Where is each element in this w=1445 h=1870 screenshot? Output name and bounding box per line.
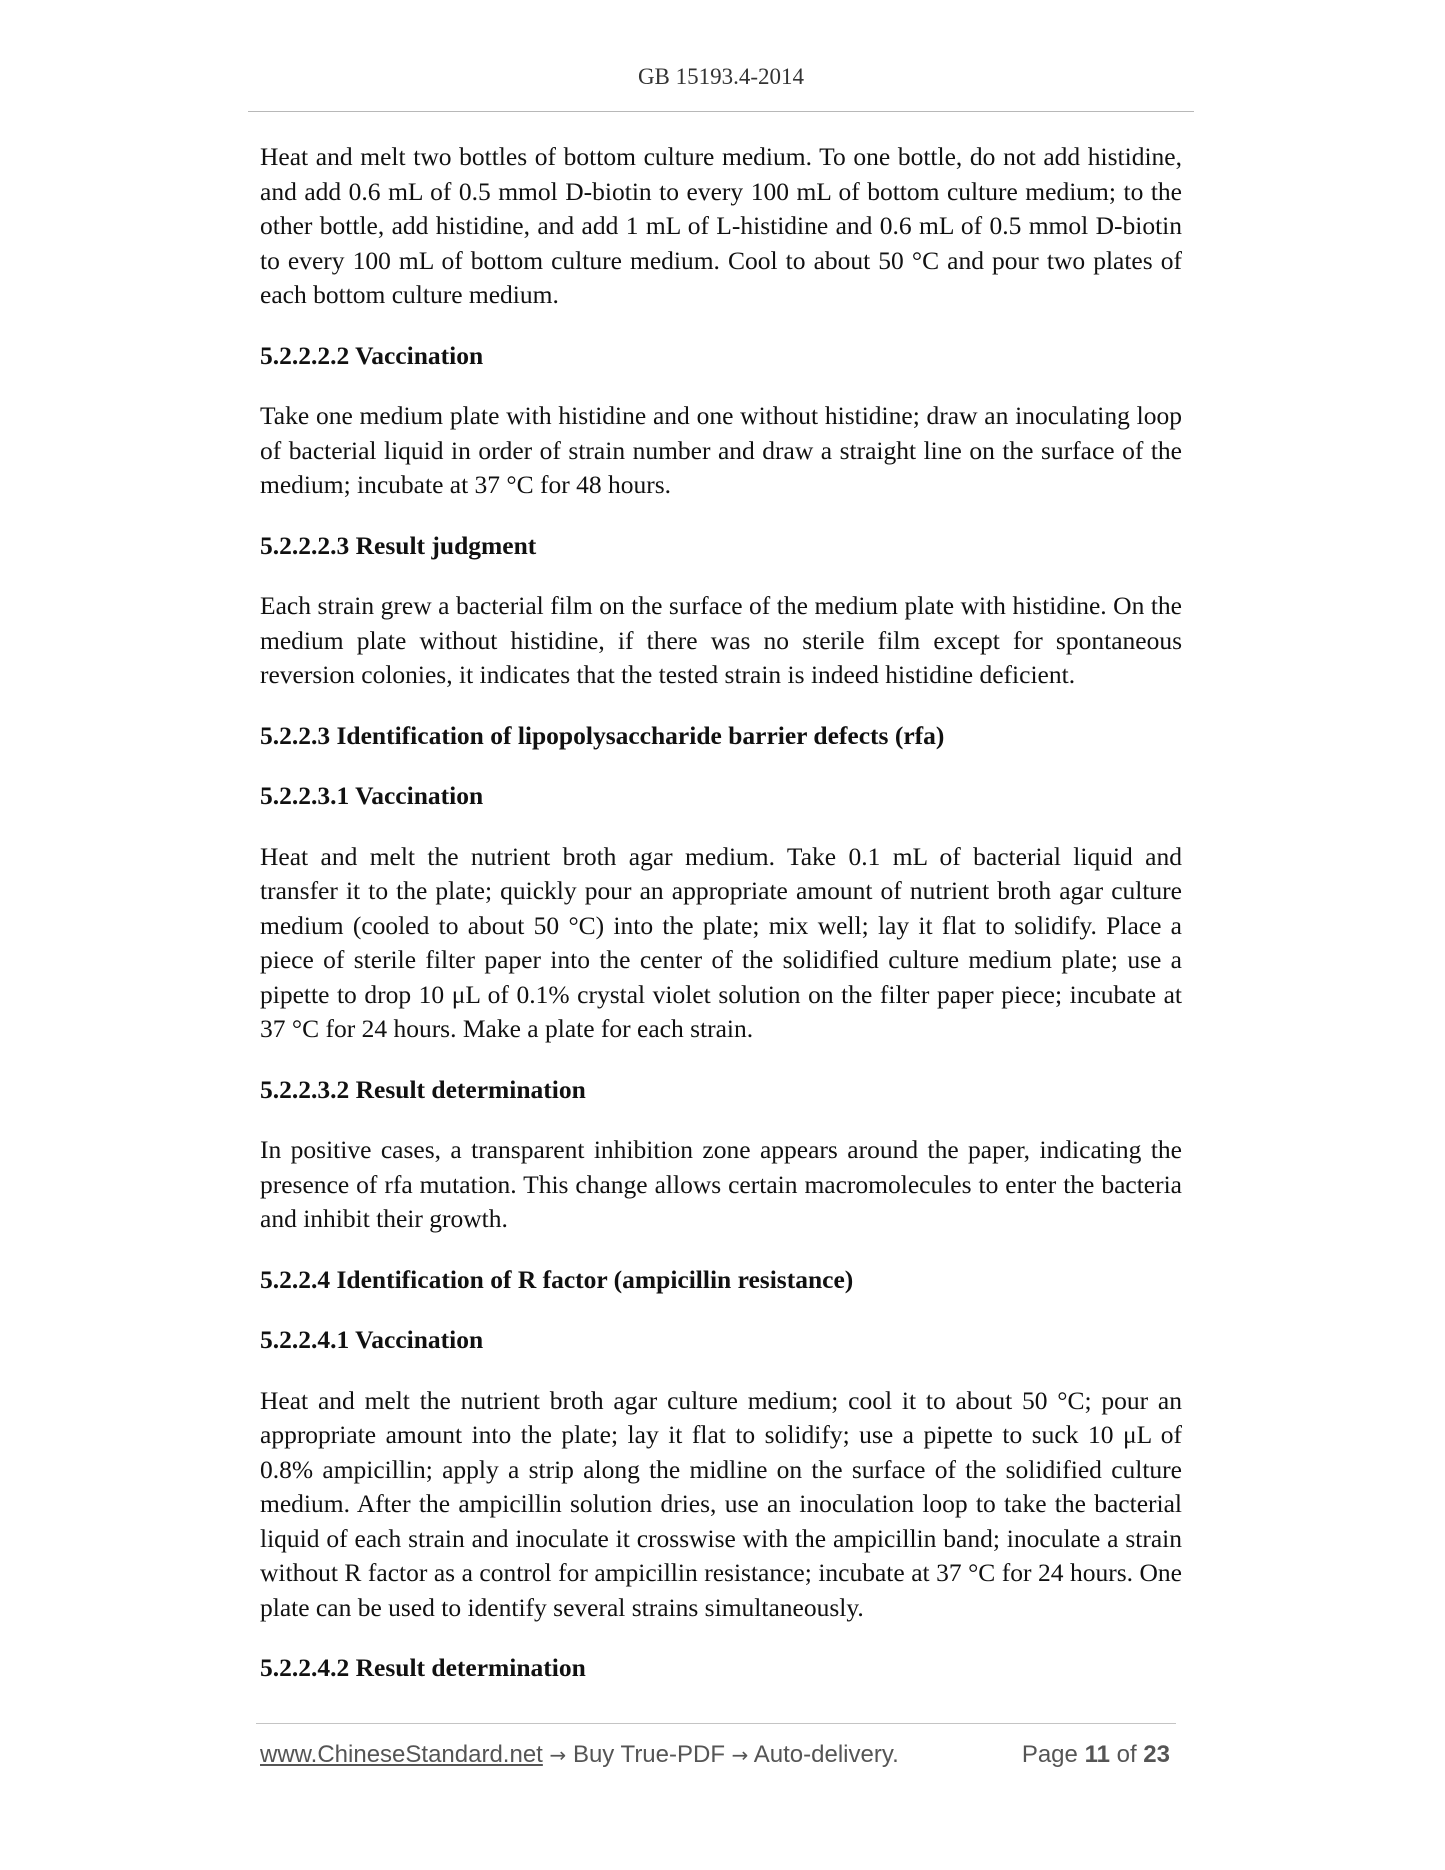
body-paragraph: In positive cases, a transparent inhibition zone appears around the paper, indicating the presence of rfa mutation. This change allows certain macromolecules to enter the bacteria and inhibit their growth. bbox=[260, 1135, 1182, 1233]
chinesestandard-link[interactable]: www.ChineseStandard.net bbox=[260, 1741, 543, 1768]
section-heading: 5.2.2.3.1 Vaccination bbox=[260, 781, 484, 810]
document-body bbox=[260, 140, 1182, 1712]
section-heading: 5.2.2.4 Identification of R factor (ampicillin resistance) bbox=[260, 1264, 854, 1294]
section-heading: 5.2.2.2.3 Result judgment bbox=[260, 530, 537, 560]
body-paragraph: Each strain grew a bacterial film on the surface of the medium plate with histidine. On the medium plate without histidine, if there was no sterile film except for spontaneous reversion colonies, it indicates that the tested strain is indeed histidine deficient. bbox=[260, 591, 1182, 689]
section-heading: 5.2.2.3.2 Result determination bbox=[260, 1074, 586, 1104]
page-current: 11 bbox=[1084, 1741, 1110, 1768]
page-label: Page bbox=[1021, 1741, 1078, 1768]
arrow-right-icon: → bbox=[731, 1743, 749, 1767]
footer-promo bbox=[260, 1738, 899, 1772]
page-indicator bbox=[1022, 1738, 1170, 1772]
document-id: GB 15193.4-2014 bbox=[637, 64, 805, 89]
footer-divider bbox=[256, 1723, 1176, 1724]
document-header bbox=[248, 64, 1194, 90]
buy-true-pdf-text: Buy True-PDF bbox=[572, 1741, 725, 1768]
arrow-right-icon: → bbox=[549, 1743, 567, 1767]
body-paragraph: Heat and melt two bottles of bottom culture medium. To one bottle, do not add histidine, and add 0.6 mL of 0.5 mmol D-biotin to every 100 mL of bottom culture medium; to the other bottle, add histidine, and add 1 mL of L-histidine and 0.6 mL of 0.5 mmol D-biotin to every 100 mL of bottom culture medium. Cool to about 50 °C and pour two plates of each bottom culture medium. bbox=[260, 142, 1182, 309]
section-heading: 5.2.2.4.2 Result determination bbox=[260, 1653, 586, 1682]
section-heading: 5.2.2.3 Identification of lipopolysaccharide barrier defects (rfa) bbox=[260, 720, 945, 750]
section-heading: 5.2.2.4.1 Vaccination bbox=[260, 1325, 484, 1354]
body-paragraph: Heat and melt the nutrient broth agar medium. Take 0.1 mL of bacterial liquid and transfer it to the plate; quickly pour an appropriate amount of nutrient broth agar culture medium (cooled to about 50 °C) into the plate; mix well; lay it flat to solidify. Place a piece of sterile filter paper into the center of the solidified culture medium plate; use a pipette to drop 10 μL of 0.1% crystal violet solution on the filter paper piece; incubate at 37 °C for 24 hours. Make a plate for each strain. bbox=[260, 841, 1182, 1043]
page-footer bbox=[260, 1738, 1178, 1772]
section-heading: 5.2.2.2.2 Vaccination bbox=[260, 340, 484, 370]
page-total: 23 bbox=[1143, 1741, 1170, 1768]
header-divider bbox=[248, 111, 1194, 112]
auto-delivery-text: Auto-delivery. bbox=[753, 1741, 899, 1768]
page-of-label: of bbox=[1116, 1741, 1137, 1768]
body-paragraph: Take one medium plate with histidine and one without histidine; draw an inoculating loop of bacterial liquid in order of strain number and draw a straight line on the surface of the medium; incubate at 37 °C for 48 hours. bbox=[260, 401, 1182, 499]
body-paragraph: Heat and melt the nutrient broth agar culture medium; cool it to about 50 °C; pour an appropriate amount into the plate; lay it flat to solidify; use a pipette to suck 10 μL of 0.8% ampicillin; apply a strip along the midline on the surface of the solidified culture medium. After the ampicillin solution dries, use an inoculation loop to take the bacterial liquid of each strain and inoculate it crosswise with the ampicillin band; inoculate a strain without R factor as a control for ampicillin resistance; incubate at 37 °C for 24 hours. One plate can be used to identify several strains simultaneously. bbox=[260, 1385, 1182, 1622]
